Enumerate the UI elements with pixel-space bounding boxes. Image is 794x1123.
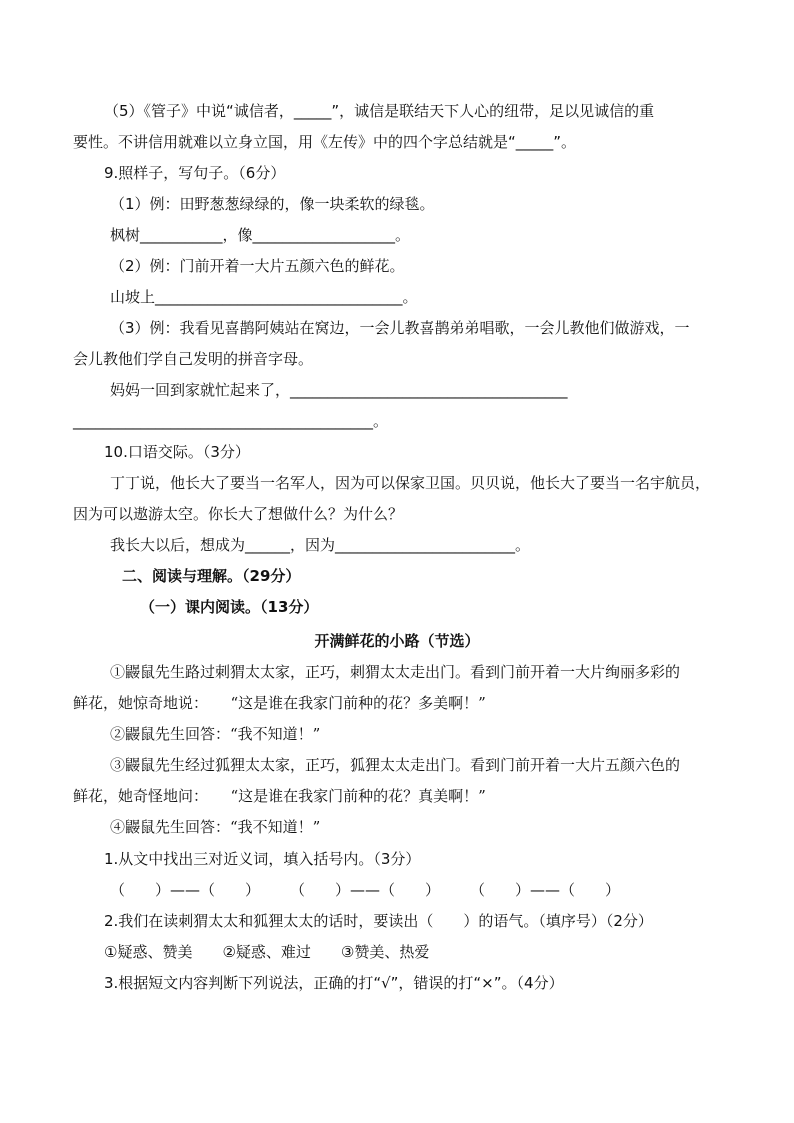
passage-paragraph-1-line-1: ①鼹鼠先生路过刺猬太太家，正巧，刺猬太太走出门。看到门前开着一大片绚丽多彩的 — [110, 663, 681, 681]
question-9-example-1: （1）例：田野葱葱绿绿的，像一块柔软的绿毯。 — [110, 195, 435, 213]
question-9-answer-3-line-2: ________________________________________。 — [73, 412, 389, 430]
fill-blank-question-5-line-2: 要性。不讲信用就难以立身立国，用《左传》中的四个字总结就是“_____”。 — [73, 133, 577, 151]
passage-paragraph-1-line-2: 鲜花，她惊奇地说： “这是谁在我家门前种的花？多美啊！” — [73, 694, 486, 712]
question-9-example-2: （2）例：门前开着一大片五颜六色的鲜花。 — [110, 257, 405, 275]
passage-paragraph-4: ④鼹鼠先生回答：“我不知道！” — [110, 818, 321, 836]
reading-question-3: 3.根据短文内容判断下列说法，正确的打“√”，错误的打“×”。（4分） — [104, 974, 564, 992]
question-9-example-3-line-1: （3）例：我看见喜鹊阿姨站在窝边，一会儿教喜鹊弟弟唱歌，一会儿教他们做游戏，一 — [110, 319, 690, 337]
reading-question-2-options: ①疑惑、赞美 ②疑惑、难过 ③赞美、热爱 — [104, 943, 430, 961]
passage-paragraph-3-line-2: 鲜花，她奇怪地问： “这是谁在我家门前种的花？真美啊！” — [73, 787, 486, 805]
section-2-part-1-heading: （一）课内阅读。（13分） — [140, 598, 319, 616]
question-9-heading: 9.照样子，写句子。（6分） — [104, 164, 286, 182]
reading-question-1: 1.从文中找出三对近义词，填入括号内。（3分） — [104, 850, 421, 868]
question-9-answer-2: 山坡上_________________________________。 — [110, 288, 418, 306]
question-10-text-line-2: 因为可以遨游太空。你长大了想做什么？为什么？ — [73, 505, 404, 523]
passage-paragraph-3-line-1: ③鼹鼠先生经过狐狸太太家，正巧，狐狸太太走出门。看到门前开着一大片五颜六色的 — [110, 756, 681, 774]
question-9-example-3-line-2: 会儿教他们学自己发明的拼音字母。 — [73, 350, 314, 368]
reading-question-1-blanks: （ ）——（ ） （ ）——（ ） （ ）——（ ） — [110, 881, 621, 899]
question-10-text-line-1: 丁丁说，他长大了要当一名军人，因为可以保家卫国。贝贝说，他长大了要当一名宇航员， — [110, 474, 711, 492]
passage-title: 开满鲜花的小路（节选） — [314, 632, 480, 650]
section-2-heading: 二、阅读与理解。（29分） — [122, 567, 301, 585]
question-10-heading: 10.口语交际。（3分） — [104, 443, 250, 461]
question-9-answer-3-line-1: 妈妈一回到家就忙起来了，_____________________________________ — [110, 381, 568, 399]
passage-paragraph-2: ②鼹鼠先生回答：“我不知道！” — [110, 725, 321, 743]
reading-question-2: 2.我们在读刺猬太太和狐狸太太的话时，要读出（ ）的语气。（填序号）（2分） — [104, 912, 653, 930]
fill-blank-question-5-line-1: （5）《管子》中说“诚信者，_____”，诚信是联结天下人心的纽带，足以见诚信的重 — [104, 102, 655, 120]
question-10-answer: 我长大以后，想成为______，因为________________________。 — [110, 536, 531, 554]
question-9-answer-1: 枫树___________，像___________________。 — [110, 226, 411, 244]
